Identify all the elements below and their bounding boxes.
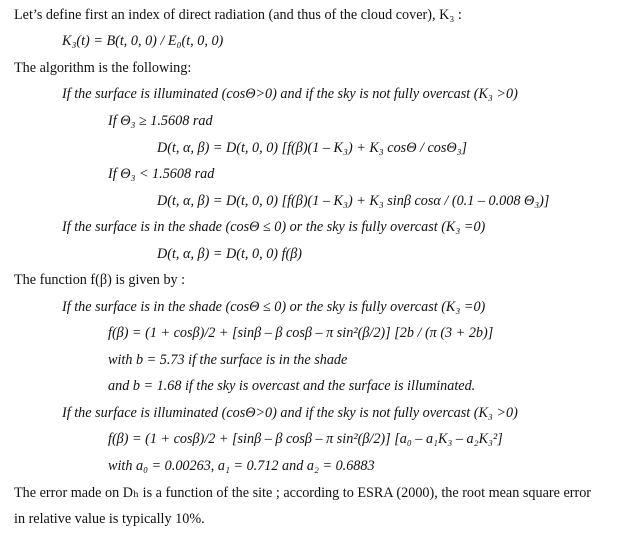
condition-theta-low: If Θ₃ < 1.5608 rad xyxy=(108,166,215,182)
condition-illuminated: If the surface is illuminated (cosΘ>0) and if the sky is not fully overcast (K₃ >0) xyxy=(62,86,518,102)
intro-sentence: Let’s define first an index of direct radiation (and thus of the cloud cover), K₃ : xyxy=(14,7,462,23)
error-sentence-line2: in relative value is typically 10%. xyxy=(14,511,205,527)
parameter-b-overcast: and b = 1.68 if the sky is overcast and the surface is illuminated. xyxy=(108,378,476,394)
formula-f-illuminated: f(β) = (1 + cosβ)/2 + [sinβ – β cosβ – π sin²(β/2)] [a₀ – a₁K₃ – a₂K₃²] xyxy=(108,431,503,447)
algorithm-heading: The algorithm is the following: xyxy=(14,60,192,76)
formula-f-shade: f(β) = (1 + cosβ)/2 + [sinβ – β cosβ – π sin²(β/2)] [2b / (π (3 + 2b)] xyxy=(108,325,494,341)
formula-d-low: D(t, α, β) = D(t, 0, 0) [f(β)(1 – K₃) + K₃ sinβ cosα / (0.1 – 0.008 Θ₃)] xyxy=(157,193,550,209)
formula-d-high: D(t, α, β) = D(t, 0, 0) [f(β)(1 – K₃) + K₃ cosΘ / cosΘ₃] xyxy=(157,140,468,156)
formula-d-shade: D(t, α, β) = D(t, 0, 0) f(β) xyxy=(157,246,303,262)
condition-illuminated-2: If the surface is illuminated (cosΘ>0) and if the sky is not fully overcast (K₃ >0) xyxy=(62,405,518,421)
error-sentence-line1: The error made on Dₕ is a function of the site ; according to ESRA (2000), the root mean square error xyxy=(14,485,592,501)
condition-shade-2: If the surface is in the shade (cosΘ ≤ 0) or the sky is fully overcast (K₃ =0) xyxy=(62,299,486,315)
kb-definition-formula: K₃(t) = B(t, 0, 0) / E₀(t, 0, 0) xyxy=(62,33,224,49)
parameter-a-values: with a₀ = 0.00263, a₁ = 0.712 and a₂ = 0.6883 xyxy=(108,458,375,474)
condition-shade: If the surface is in the shade (cosΘ ≤ 0) or the sky is fully overcast (K₃ =0) xyxy=(62,219,486,235)
condition-theta-high: If Θ₃ ≥ 1.5608 rad xyxy=(108,113,213,129)
function-heading: The function f(β) is given by : xyxy=(14,272,186,288)
parameter-b-shade: with b = 5.73 if the surface is in the shade xyxy=(108,352,348,368)
